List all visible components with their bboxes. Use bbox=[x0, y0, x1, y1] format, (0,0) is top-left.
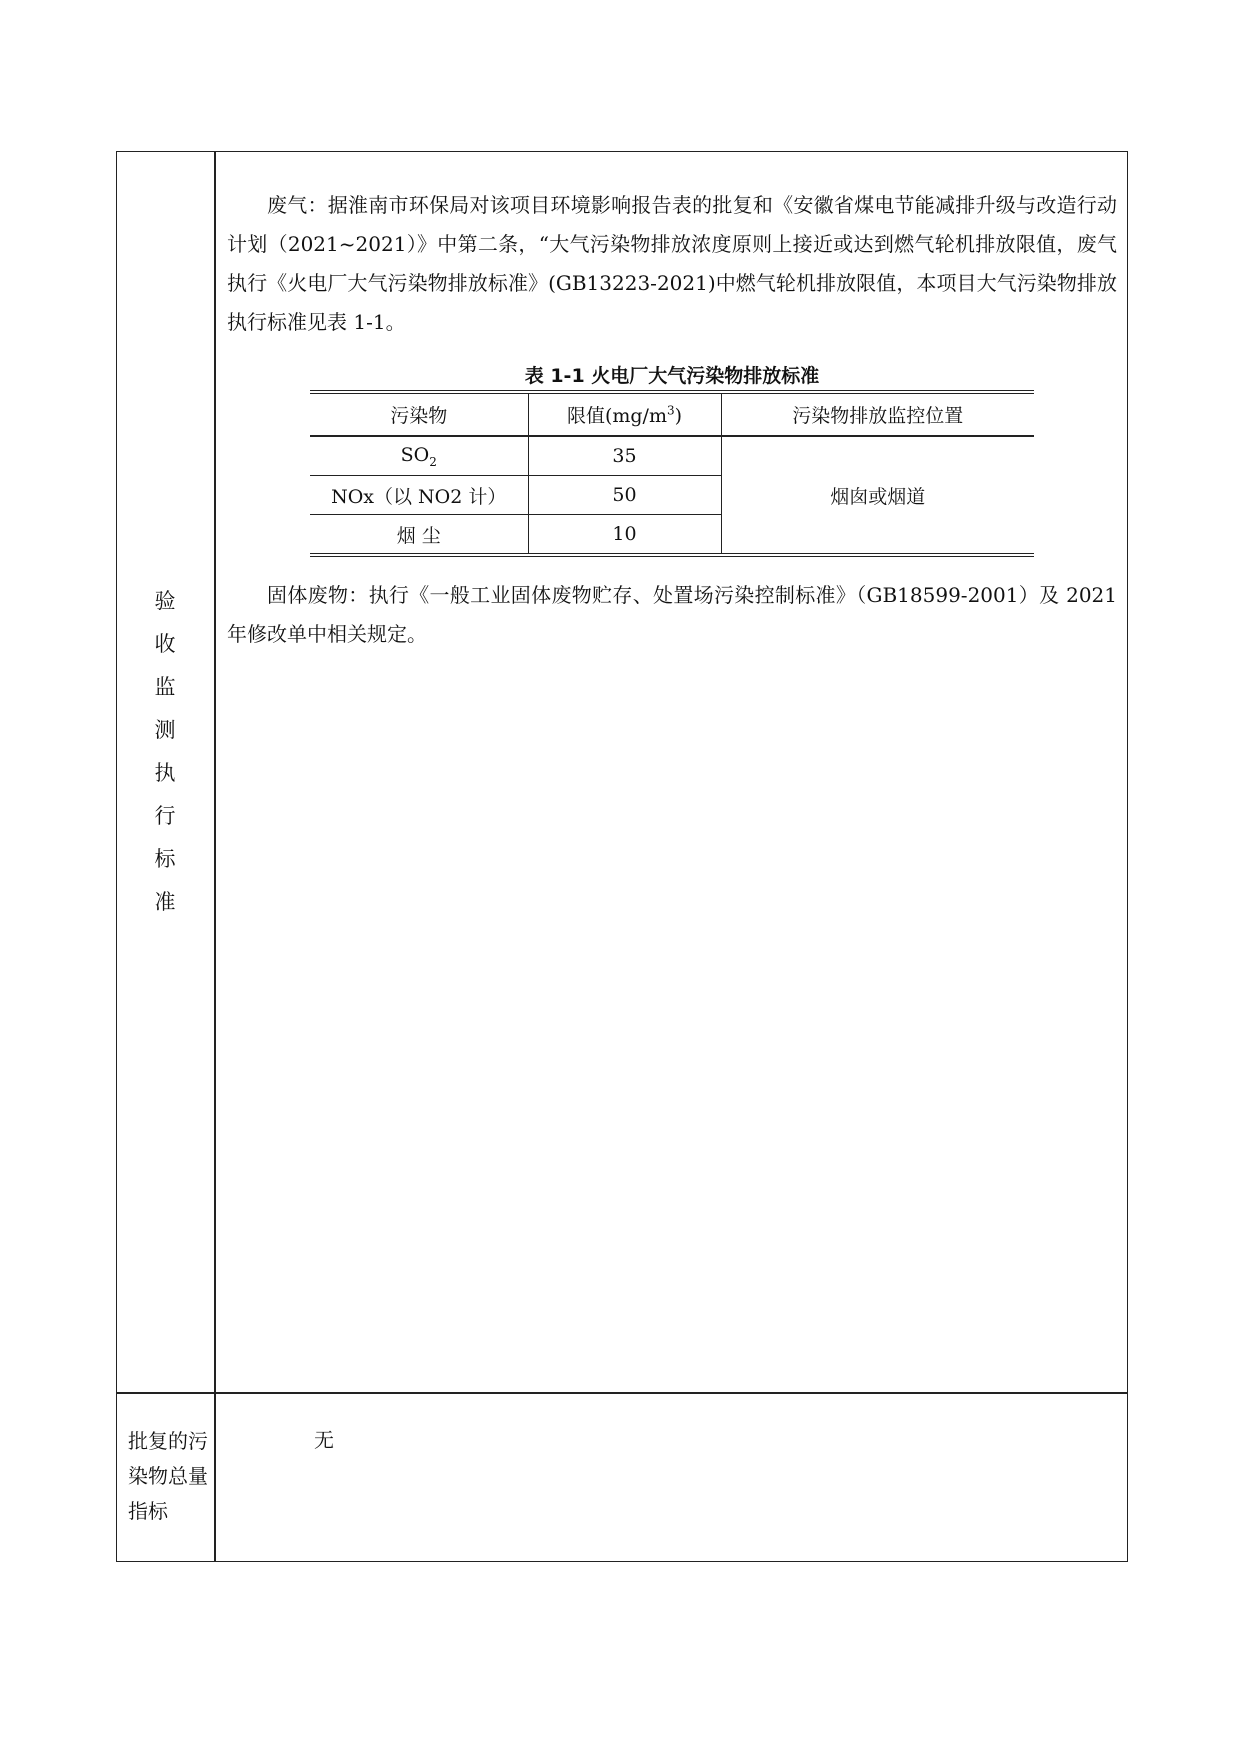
monitoring-location: 烟囱或烟道 bbox=[721, 436, 1034, 555]
limit-value: 50 bbox=[528, 476, 721, 515]
pollutant-name: $SO_2$ bbox=[310, 436, 528, 476]
table-caption: 表 1-1 火电厂大气污染物排放标准 bbox=[524, 365, 820, 387]
label-char: 测 bbox=[154, 718, 176, 742]
label-char: 准 bbox=[154, 890, 176, 914]
label-char: 执 bbox=[154, 761, 176, 785]
label-char: 监 bbox=[154, 675, 176, 699]
label-char: 验 bbox=[154, 589, 176, 613]
header-monitoring-location: 污染物排放监控位置 bbox=[721, 392, 1034, 436]
section-label-total-pollutant-quota: 批复的污染物总量指标 bbox=[128, 1429, 208, 1523]
solid-waste-paragraph: 固体废物：执行《一般工业固体废物贮存、处置场污染控制标准》（GB18599-2001）及 2021 年修改单中相关规定。 bbox=[227, 583, 1117, 646]
limit-value: 35 bbox=[528, 436, 721, 476]
total-quota-value: 无 bbox=[314, 1428, 334, 1452]
emission-standard-table bbox=[310, 390, 1034, 557]
exhaust-gas-paragraph: 废气：据淮南市环保局对该项目环境影响报告表的批复和《安徽省煤电节能减排升级与改造行动计划（2021~2021）》中第二条，“大气污染物排放浓度原则上接近或达到燃气轮机排放限值，废气执行《火电厂大气污染物排放标准》(GB13223-2021)中燃气轮机排放限值，本项目大气污染物排放执行标准见表 1-1。 bbox=[227, 193, 1117, 334]
row-divider bbox=[116, 1392, 1128, 1394]
label-char: 标 bbox=[154, 847, 176, 871]
header-limit: 限值$(mg/m^3)$ bbox=[528, 392, 721, 436]
table-header-row bbox=[310, 392, 1034, 436]
table-row bbox=[310, 436, 1034, 476]
pollutant-name: NOx（以 NO2 计） bbox=[310, 476, 528, 515]
limit-value: 10 bbox=[528, 515, 721, 556]
column-divider bbox=[214, 151, 216, 1562]
header-pollutant: 污染物 bbox=[310, 392, 528, 436]
pollutant-name: 烟 尘 bbox=[310, 515, 528, 556]
section-label-acceptance-standard bbox=[116, 580, 214, 924]
label-char: 收 bbox=[154, 632, 176, 656]
label-char: 行 bbox=[154, 804, 176, 828]
